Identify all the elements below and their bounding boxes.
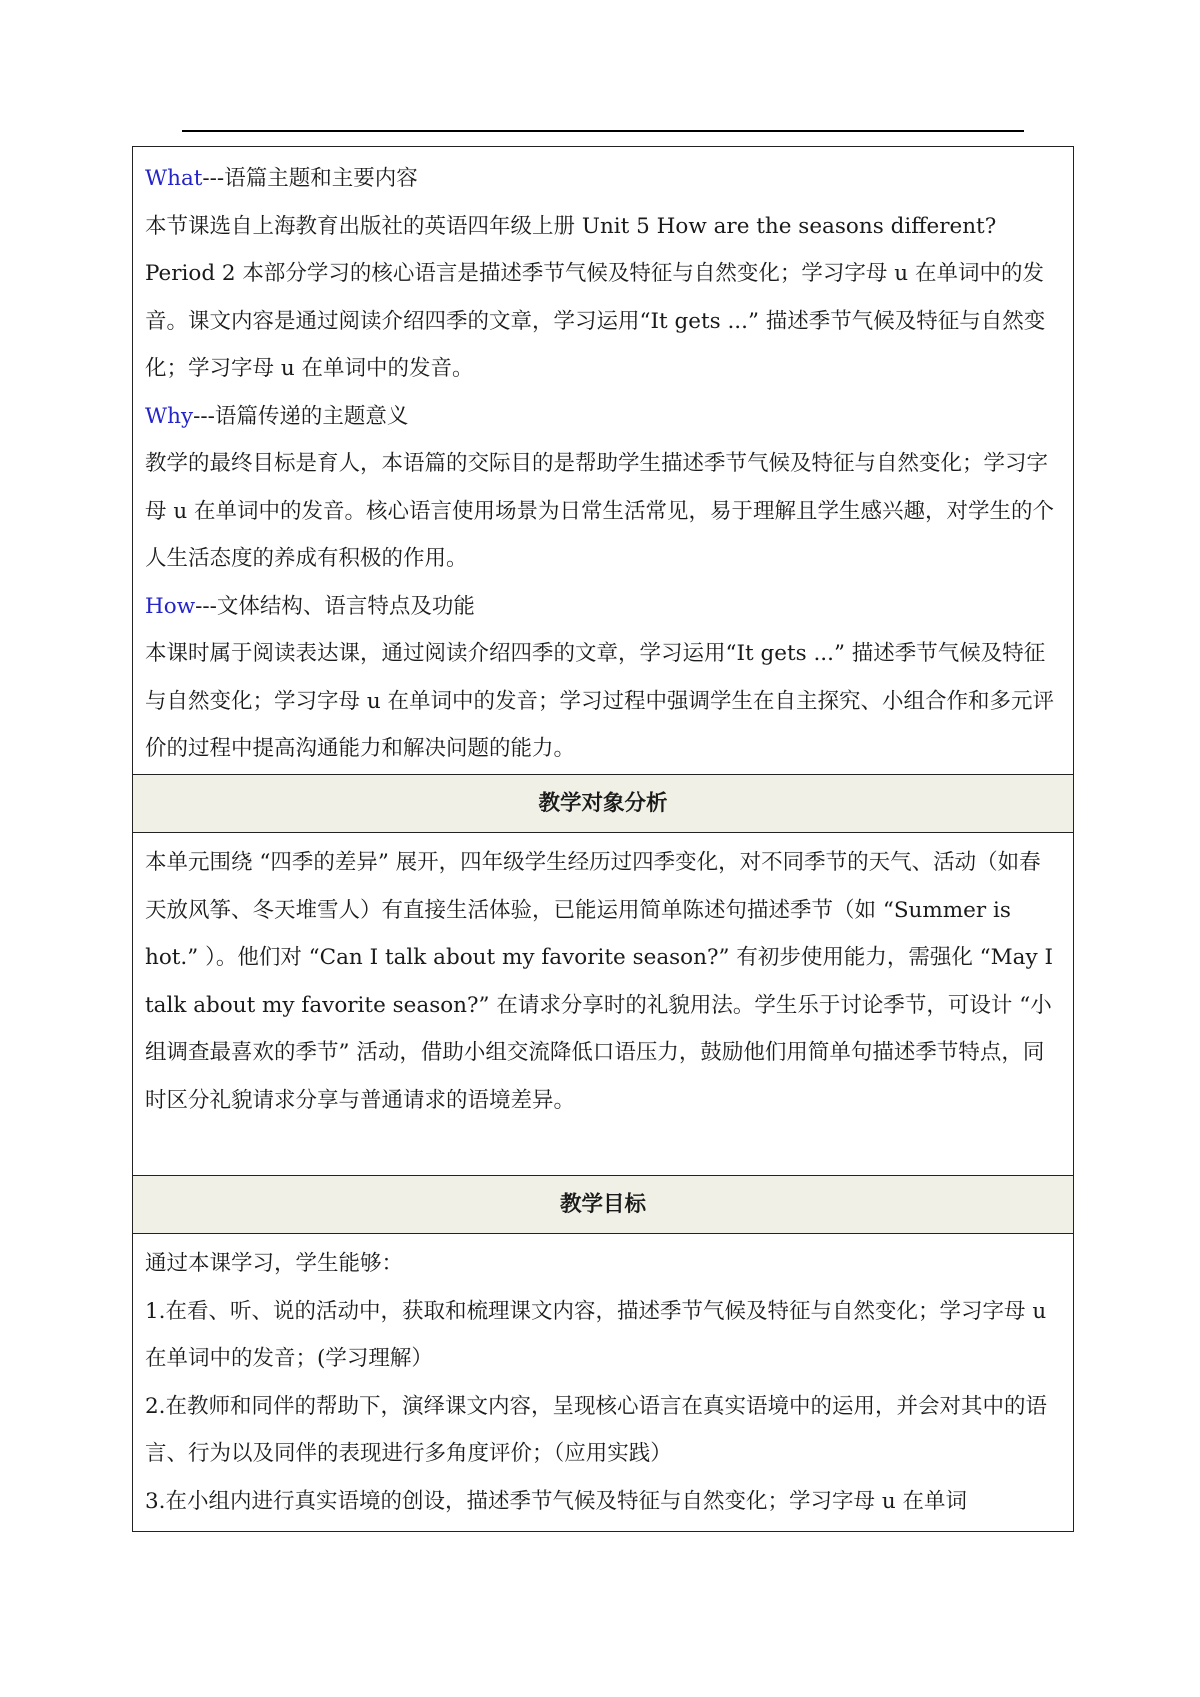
goal-item: 1.在看、听、说的活动中，获取和梳理课文内容，描述季节气候及特征与自然变化；学习字母 u 在单词中的发音；(学习理解） [145, 1298, 1047, 1371]
why-heading [145, 393, 1061, 441]
how-keyword: How [145, 593, 196, 619]
page-header-rule [182, 130, 1024, 132]
goal-item: 3.在小组内进行真实语境的创设，描述季节气候及特征与自然变化；学习字母 u 在单词 [145, 1488, 968, 1514]
student-analysis-body: 本单元围绕 “四季的差异” 展开，四年级学生经历过四季变化，对不同季节的天气、活动（如春天放风筝、冬天堆雪人）有直接生活体验，已能运用简单陈述句描述季节（如 “Summer is hot.” ）。他们对 “Can I talk about my favorite season?” 有初步使用能力，需强化 “May I talk about my favorite season?” 在请求分享时的礼貌用法。学生乐于讨论季节，可设计 “小组调查最喜欢的季节” 活动，借助小组交流降低口语压力，鼓励他们用简单句描述季节特点，同时区分礼貌请求分享与普通请求的语境差异。 [145, 850, 1053, 1113]
how-heading [145, 583, 1061, 631]
what-heading-text: ---语篇主题和主要内容 [202, 166, 418, 191]
teaching-goals-cell [133, 1234, 1073, 1531]
why-body: 教学的最终目标是育人，本语篇的交际目的是帮助学生描述季节气候及特征与自然变化；学习字母 u 在单词中的发音。核心语言使用场景为日常生活常见，易于理解且学生感兴趣，对学生的个人生活态度的养成有积极的作用。 [145, 451, 1055, 571]
how-heading-text: ---文体结构、语言特点及功能 [195, 593, 475, 619]
goals-intro: 通过本课学习，学生能够： [145, 1251, 404, 1276]
why-keyword: Why [145, 403, 194, 429]
what-heading [145, 155, 1061, 203]
student-analysis-cell [133, 833, 1073, 1175]
what-body: 本节课选自上海教育出版社的英语四年级上册 Unit 5 How are the seasons different? Period 2 本部分学习的核心语言是描述季节气候及特征与自然变化；学习字母 u 在单词中的发音。课文内容是通过阅读介绍四季的文章，学习运用“It gets ...” 描述季节气候及特征与自然变化；学习字母 u 在单词中的发音。 [145, 213, 1046, 381]
lesson-plan-table [132, 146, 1074, 1532]
how-body: 本课时属于阅读表达课，通过阅读介绍四季的文章，学习运用“It gets ...” 描述季节气候及特征与自然变化；学习字母 u 在单词中的发音；学习过程中强调学生在自主探究、小组合作和多元评价的过程中提高沟通能力和解决问题的能力。 [145, 641, 1055, 761]
what-keyword: What [145, 166, 203, 191]
text-analysis-cell [133, 147, 1073, 774]
student-analysis-header: 教学对象分析 [133, 774, 1073, 833]
why-heading-text: ---语篇传递的主题意义 [193, 403, 409, 429]
teaching-goals-header: 教学目标 [133, 1175, 1073, 1234]
goal-item: 2.在教师和同伴的帮助下，演绎课文内容，呈现核心语言在真实语境中的运用，并会对其中的语言、行为以及同伴的表现进行多角度评价；（应用实践） [145, 1393, 1048, 1466]
